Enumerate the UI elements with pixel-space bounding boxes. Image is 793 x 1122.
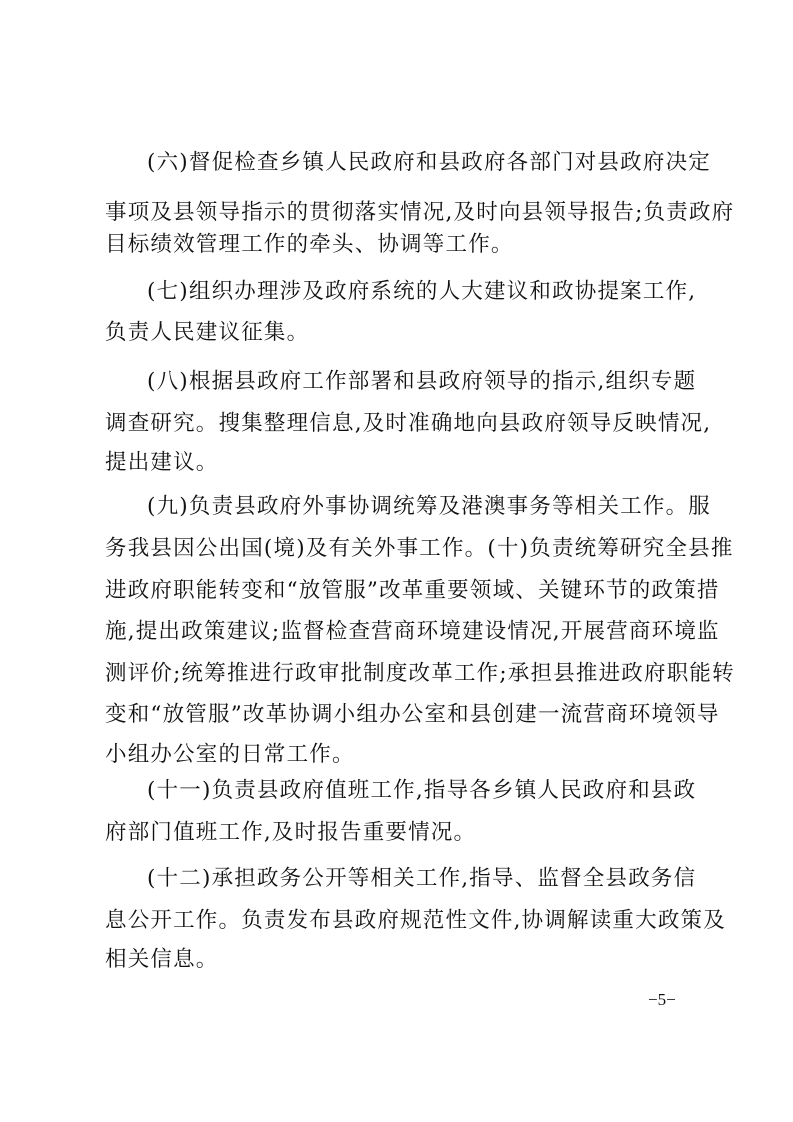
paragraph-9-line-2: 务我县因公出国(境)及有关外事工作。(十)负责统筹研究全县推 bbox=[105, 536, 734, 561]
paragraph-8-line-2: 调查研究。搜集整理信息,及时准确地向县政府领导反映情况, bbox=[105, 411, 712, 436]
paragraph-9-line-7: 小组办公室的日常工作。 bbox=[105, 742, 355, 767]
paragraph-9-line-5: 测评价;统筹推进行政审批制度改革工作;承担县推进政府职能转 bbox=[105, 661, 735, 686]
paragraph-12-line-2: 息公开工作。负责发布县政府规范性文件,协调解读重大政策及 bbox=[105, 908, 726, 933]
paragraph-6-line-1: (六)督促检查乡镇人民政府和县政府各部门对县政府决定 bbox=[147, 150, 711, 175]
paragraph-9-line-1: (九)负责县政府外事协调统筹及港澳事务等相关工作。服 bbox=[147, 494, 711, 519]
paragraph-11-line-2: 府部门值班工作,及时报告重要情况。 bbox=[105, 820, 477, 845]
paragraph-11-line-1: (十一)负责县政府值班工作,指导各乡镇人民政府和县政 bbox=[147, 778, 697, 803]
paragraph-12-line-1: (十二)承担政务公开等相关工作,指导、监督全县政务信 bbox=[147, 866, 697, 891]
paragraph-9-line-6: 变和“放管服”改革协调小组办公室和县创建一流营商环境领导 bbox=[105, 702, 720, 727]
paragraph-9-line-4: 施,提出政策建议;监督检查营商环境建设情况,开展营商环境监 bbox=[105, 619, 720, 644]
paragraph-9-line-3: 进政府职能转变和“放管服”改革重要领域、关键环节的政策措 bbox=[105, 578, 720, 603]
page-number: −5− bbox=[648, 990, 676, 1009]
paragraph-6-line-2: 事项及县领导指示的贯彻落实情况,及时向县领导报告;负责政府 bbox=[105, 200, 735, 225]
paragraph-7-line-2: 负责人民建议征集。 bbox=[105, 320, 310, 345]
paragraph-12-line-3: 相关信息。 bbox=[105, 947, 219, 972]
paragraph-8-line-3: 提出建议。 bbox=[105, 450, 219, 475]
paragraph-7-line-1: (七)组织办理涉及政府系统的人大建议和政协提案工作, bbox=[147, 279, 697, 304]
paragraph-8-line-1: (八)根据县政府工作部署和县政府领导的指示,组织专题 bbox=[147, 369, 697, 394]
paragraph-6-line-3: 目标绩效管理工作的牵头、协调等工作。 bbox=[105, 232, 514, 257]
